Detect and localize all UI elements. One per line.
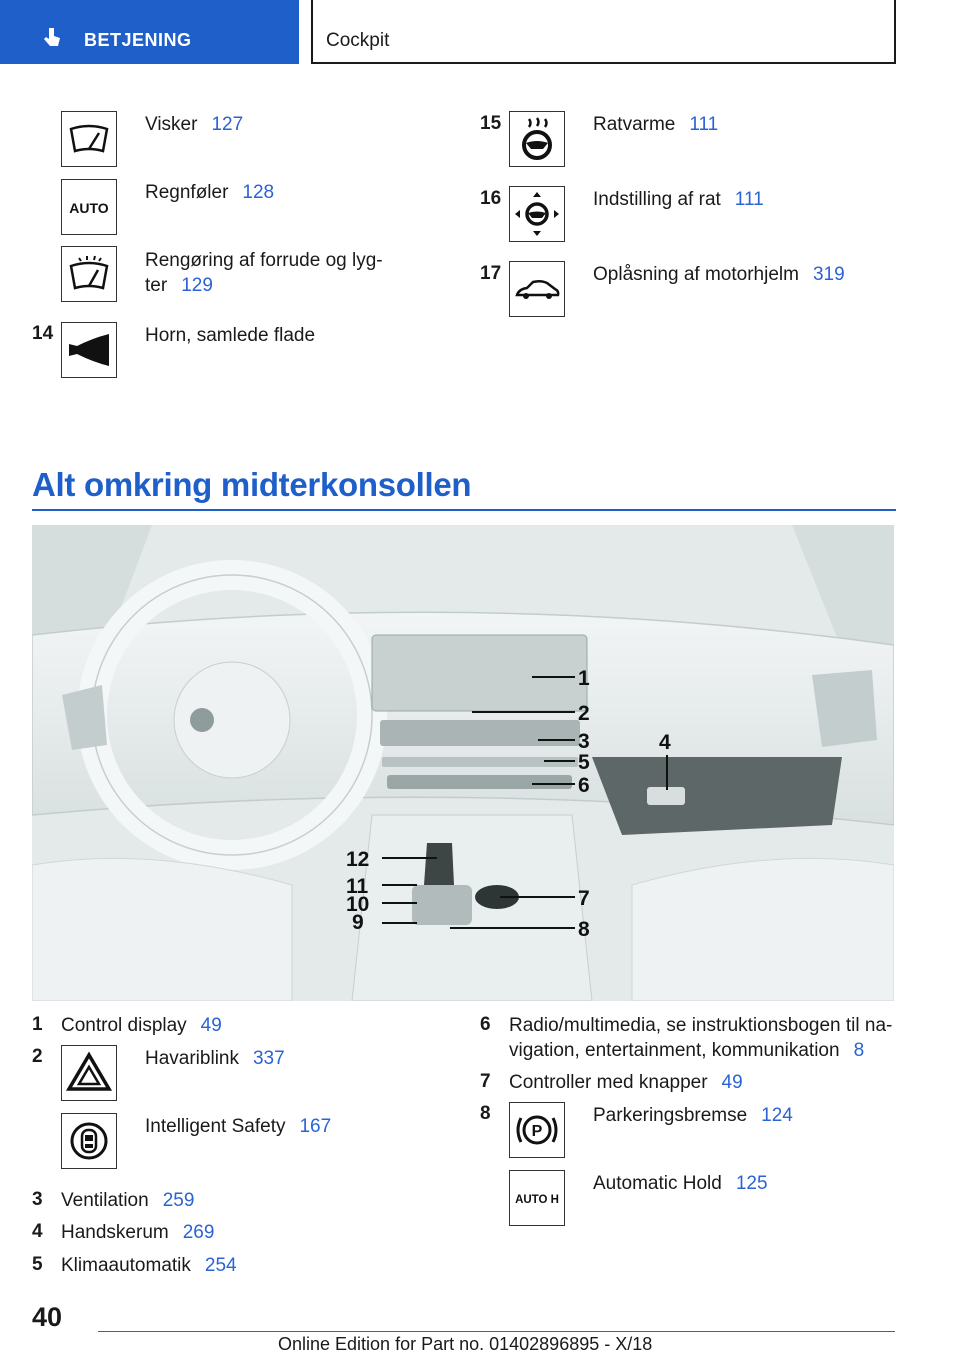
callout-7: 7: [578, 887, 590, 910]
list-item: Indstilling af rat 111: [593, 189, 764, 210]
item-number: 8: [480, 1103, 491, 1124]
page-link[interactable]: 127: [211, 114, 244, 135]
item-number: 2: [32, 1046, 43, 1067]
page-link[interactable]: 269: [182, 1222, 215, 1243]
page-link[interactable]: 125: [735, 1173, 768, 1194]
item-number: 17: [480, 263, 502, 284]
page-link[interactable]: 49: [721, 1072, 743, 1093]
page-link[interactable]: 128: [242, 182, 275, 203]
item-number: 3: [32, 1189, 43, 1210]
intelligent-safety-icon: [61, 1113, 117, 1169]
callout-5: 5: [578, 751, 590, 774]
page-link[interactable]: 254: [204, 1255, 237, 1276]
item-number: 6: [480, 1014, 491, 1035]
parking-brake-icon: [509, 1102, 565, 1158]
hazard-icon: [61, 1045, 117, 1101]
section-tab: [0, 0, 299, 64]
page-link[interactable]: 111: [689, 114, 719, 135]
washer-icon: [61, 246, 117, 302]
list-item: Controller med knapper 49: [509, 1072, 743, 1093]
cockpit-drawing: [32, 525, 894, 1001]
svg-text:AUTO: AUTO: [69, 200, 109, 216]
chapter-tab: [311, 0, 896, 64]
list-item: Handskerum 269: [61, 1222, 215, 1243]
center-console-illustration: [32, 525, 894, 1001]
page-title: Alt omkring midterkonsollen: [32, 466, 472, 503]
item-number: 14: [32, 323, 54, 344]
page-link[interactable]: 167: [299, 1116, 332, 1137]
callout-10: 10: [346, 893, 370, 916]
item-number: 7: [480, 1071, 491, 1092]
page-link[interactable]: 111: [734, 189, 764, 210]
steering-heat-icon: [509, 111, 565, 167]
list-item: Regnføler 128: [145, 182, 275, 203]
item-number: 1: [32, 1014, 43, 1035]
page-link[interactable]: 49: [200, 1015, 222, 1036]
item-number: 4: [32, 1221, 43, 1242]
list-item: Ratvarme 111: [593, 114, 719, 135]
callout-12: 12: [346, 848, 370, 871]
page-link[interactable]: 129: [181, 275, 213, 296]
callout-9: 9: [352, 911, 364, 934]
list-item: Automatic Hold 125: [593, 1173, 768, 1194]
page-link[interactable]: 337: [252, 1048, 285, 1069]
callout-2: 2: [578, 702, 590, 725]
list-item: Visker 127: [145, 114, 244, 135]
wiper-icon: [61, 111, 117, 167]
hood-release-icon: [509, 261, 565, 317]
list-item: Rengøring af forrude og lyg- ter 129: [145, 250, 383, 296]
page-link[interactable]: 259: [162, 1190, 195, 1211]
footer-divider: [98, 1331, 895, 1332]
callout-1: 1: [578, 667, 590, 690]
page-link[interactable]: 124: [761, 1105, 793, 1126]
page-link[interactable]: 319: [812, 264, 845, 285]
list-item: Havariblink 337: [145, 1048, 285, 1069]
chapter-title: Cockpit: [326, 30, 390, 51]
item-number: 16: [480, 188, 502, 209]
auto-rain-sensor-icon: [61, 179, 117, 235]
svg-text:P: P: [531, 1123, 543, 1140]
page-number: 40: [32, 1302, 63, 1332]
steering-adjust-icon: [509, 186, 565, 242]
list-item: Radio/multimedia, se instruktionsbogen til na- vigation, entertainment, kommunikation 8: [509, 1015, 893, 1061]
list-item: Intelligent Safety 167: [145, 1116, 332, 1137]
item-number: 5: [32, 1254, 43, 1275]
callout-6: 6: [578, 774, 590, 797]
callout-11: 11: [346, 875, 369, 898]
svg-text:AUTO H: AUTO H: [515, 1194, 559, 1206]
callout-4: 4: [659, 731, 671, 754]
list-item: Klimaautomatik 254: [61, 1255, 237, 1276]
auto-hold-icon: [509, 1170, 565, 1226]
section-title: BETJENING: [84, 30, 192, 50]
list-item: Ventilation 259: [61, 1190, 195, 1211]
horn-icon: [61, 322, 117, 378]
list-item: Parkeringsbremse 124: [593, 1105, 793, 1126]
callout-3: 3: [578, 730, 590, 753]
item-number: 15: [480, 113, 502, 134]
hand-pointer-icon: [40, 26, 64, 50]
callout-8: 8: [578, 918, 590, 941]
edition-footer: Online Edition for Part no. 01402896895 - X/18: [278, 1334, 653, 1354]
list-item: Horn, samlede flade: [145, 325, 316, 346]
title-divider: [32, 509, 896, 511]
page-link[interactable]: 8: [853, 1040, 865, 1061]
list-item: Control display 49: [61, 1015, 222, 1036]
list-item: Oplåsning af motorhjelm 319: [593, 264, 845, 285]
